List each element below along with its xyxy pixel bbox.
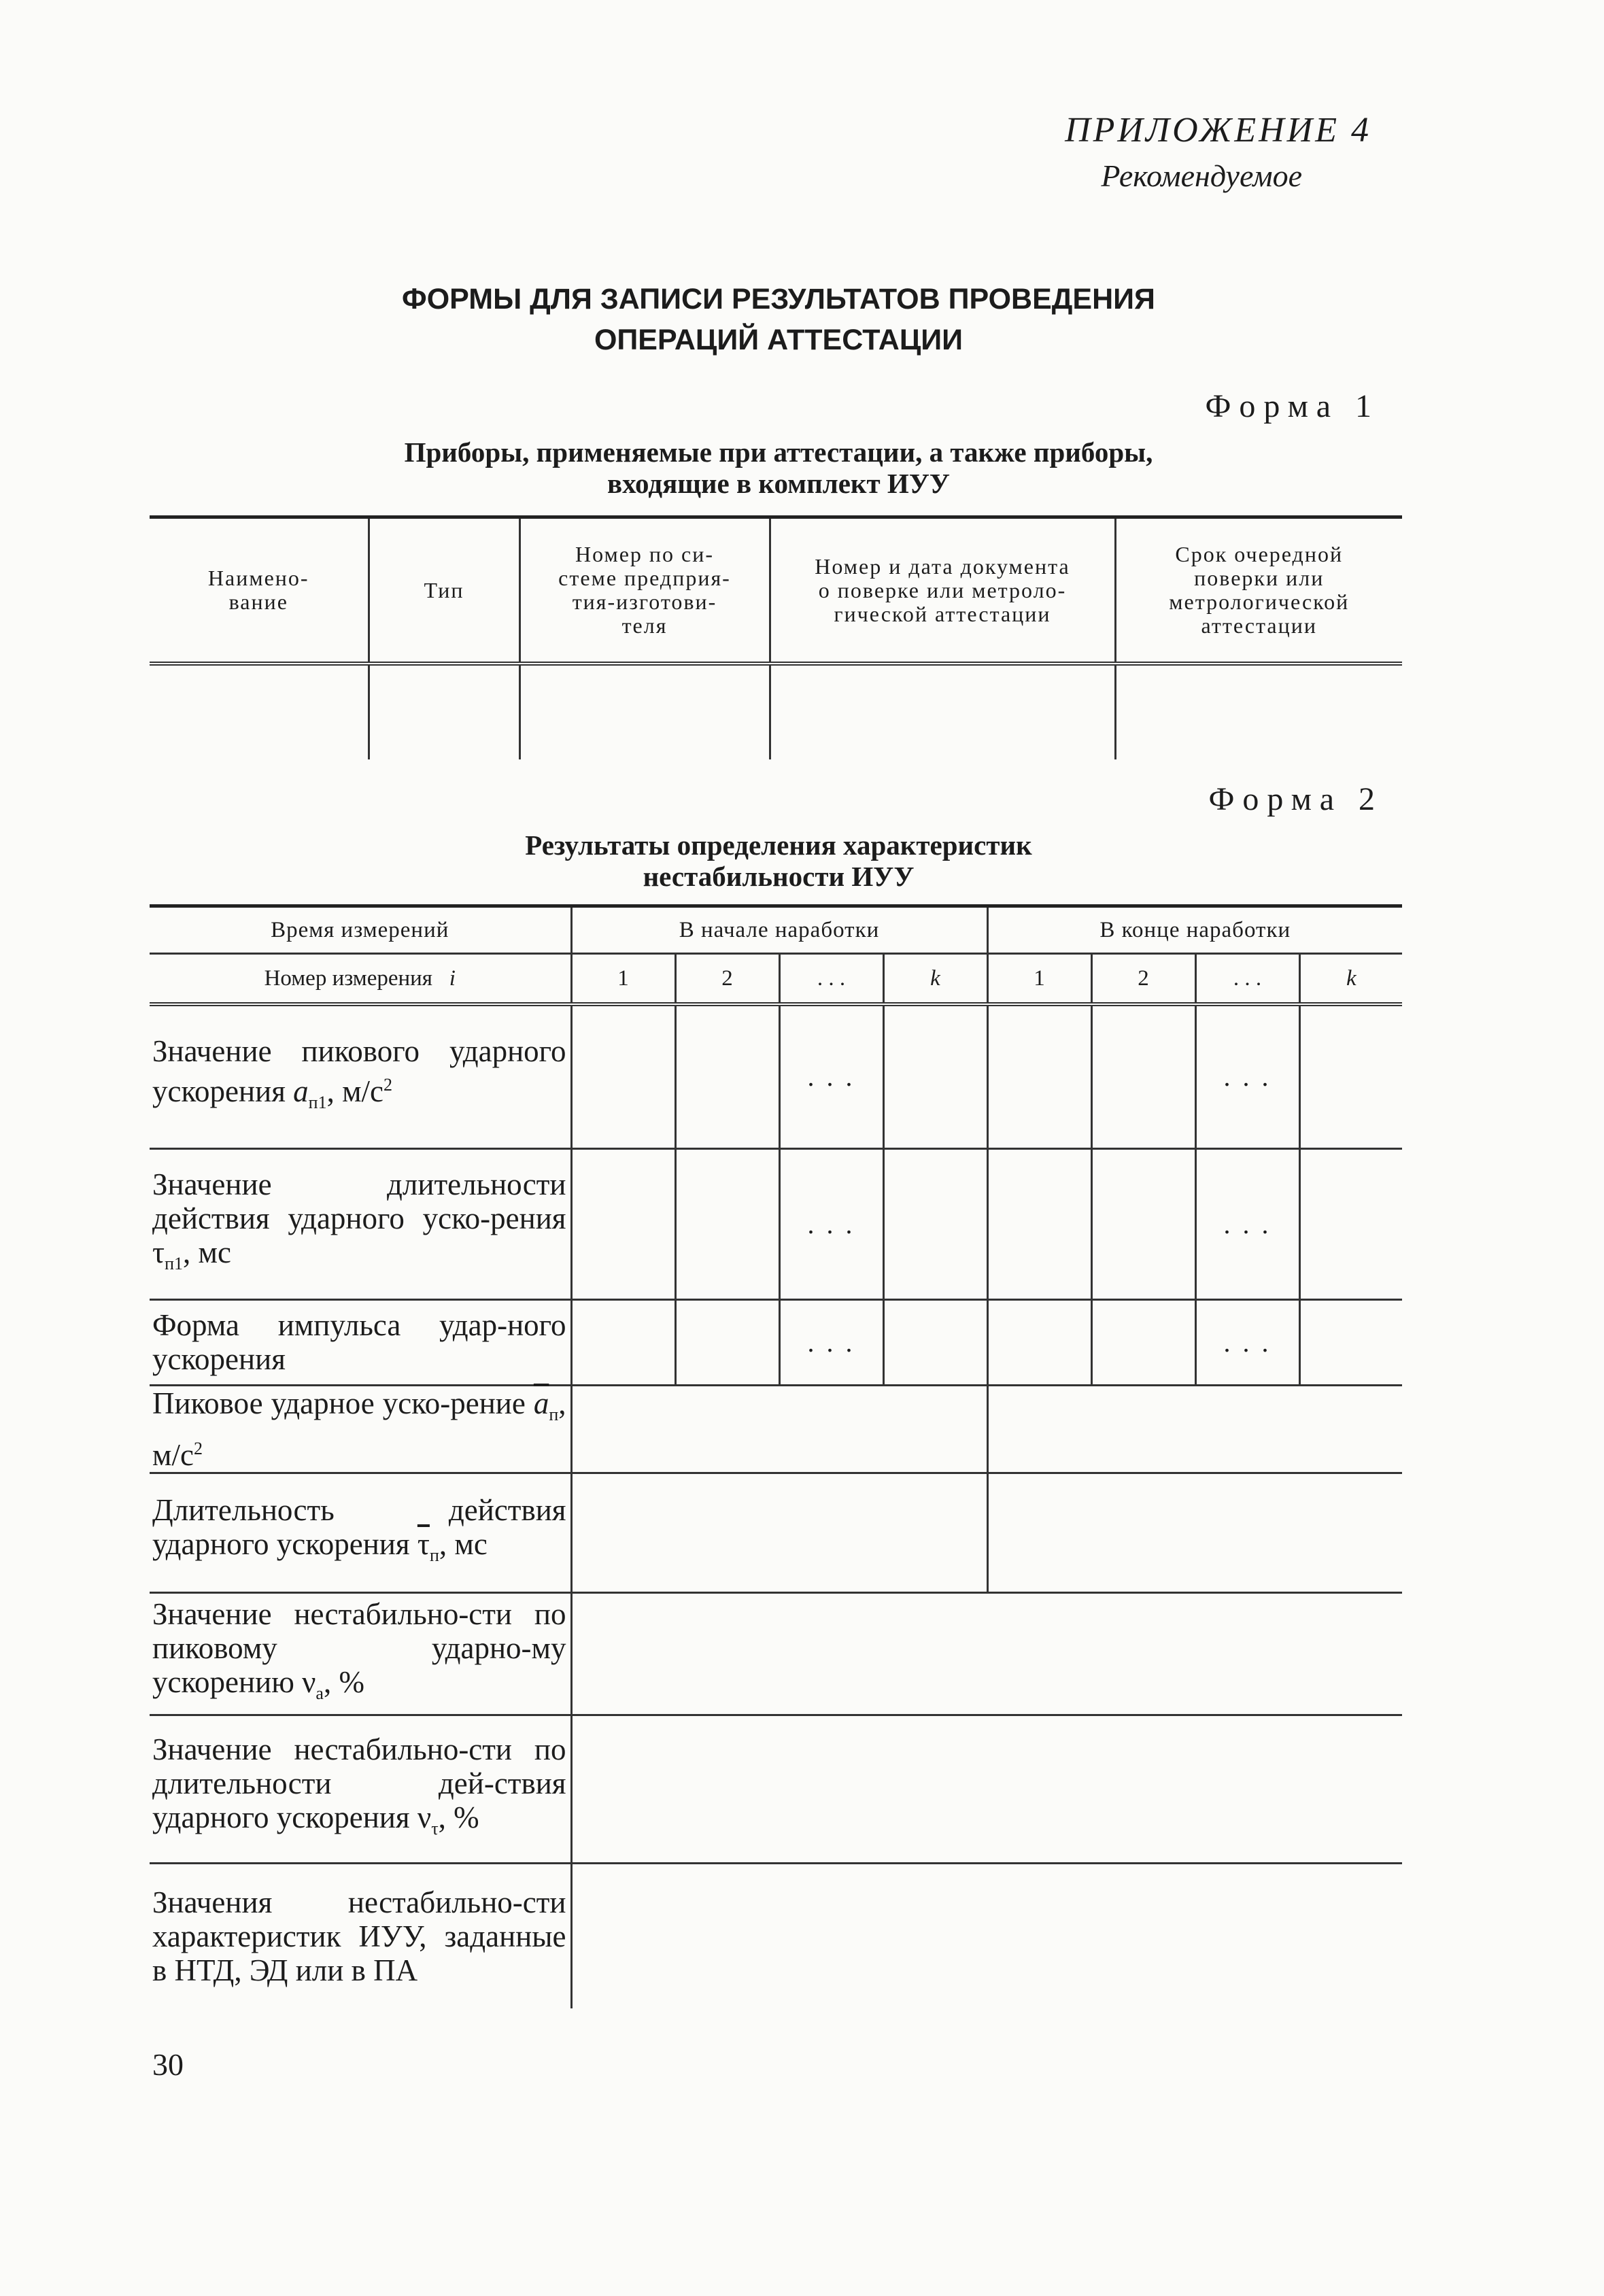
form1-header-due-date: Срок очередной поверки или метрологической аттестации bbox=[1115, 517, 1402, 664]
page-number: 30 bbox=[152, 2047, 184, 2082]
form1-cell[interactable] bbox=[1115, 664, 1402, 759]
form2-col-2: 2 bbox=[675, 954, 779, 1005]
row-label-mean-duration: Длительность действия ударного ускорения $\overline{\tau}_п$, мс bbox=[150, 1473, 571, 1592]
form2-cell[interactable] bbox=[571, 1148, 675, 1299]
form2-row-duration-value bbox=[150, 1148, 1402, 1299]
form2-cell[interactable] bbox=[1299, 1299, 1402, 1385]
form2-header-number: Номер измерения i bbox=[150, 954, 571, 1005]
appendix-subtitle: Рекомендуемое bbox=[1101, 158, 1302, 193]
form2-dots: . . . bbox=[779, 1004, 883, 1148]
form2-col-dots: . . . bbox=[1195, 954, 1299, 1005]
form2-cell-wide[interactable] bbox=[571, 1592, 1402, 1715]
document-title bbox=[0, 279, 1557, 360]
form2-header-end: В конце наработки bbox=[987, 906, 1402, 954]
row-label-instability-duration: Значение нестабильно-сти по длительности дей-ствия ударного ускорения $\nu_\tau$, % bbox=[150, 1715, 571, 1863]
form2-row-instability-specified bbox=[150, 1863, 1402, 2008]
appendix-title: ПРИЛОЖЕНИЕ 4 bbox=[1065, 111, 1371, 150]
form2-col-k: k bbox=[883, 954, 987, 1005]
form2-cell[interactable] bbox=[1091, 1148, 1195, 1299]
form2-caption-line1: Результаты определения характеристик bbox=[525, 829, 1032, 861]
form2-dots: . . . bbox=[779, 1299, 883, 1385]
form1-header-row bbox=[150, 517, 1402, 664]
form1-table bbox=[150, 515, 1402, 759]
form2-cell[interactable] bbox=[1091, 1299, 1195, 1385]
form1-header-number: Номер по си- стеме предприя- тия-изготови- теля bbox=[519, 517, 770, 664]
form2-header-time: Время измерений bbox=[150, 906, 571, 954]
form2-col-k: k bbox=[1299, 954, 1402, 1005]
row-label-instability-specified: Значения нестабильно-сти характеристик ИУУ, заданные в НТД, ЭД или в ПА bbox=[152, 1885, 566, 1987]
form2-col-1: 1 bbox=[987, 954, 1091, 1005]
form1-cell[interactable] bbox=[369, 664, 519, 759]
row-label-pulse-shape: Форма импульса удар-ного ускорения bbox=[150, 1299, 571, 1385]
form2-dots: . . . bbox=[1195, 1299, 1299, 1385]
form2-cell[interactable] bbox=[987, 1148, 1091, 1299]
row-label-duration-value: Значение длительности действия ударного уско-рения $\tau_{п1}$, мс bbox=[150, 1148, 571, 1299]
form2-cell[interactable] bbox=[883, 1148, 987, 1299]
form2-row-instability-duration bbox=[150, 1715, 1402, 1863]
form2-dots: . . . bbox=[1195, 1004, 1299, 1148]
form2-cell[interactable] bbox=[883, 1299, 987, 1385]
form1-caption bbox=[0, 436, 1557, 499]
form2-cell-end[interactable] bbox=[987, 1473, 1402, 1592]
form2-col-1: 1 bbox=[571, 954, 675, 1005]
form2-row-instability-peak bbox=[150, 1592, 1402, 1715]
form2-cell[interactable] bbox=[1299, 1004, 1402, 1148]
row-label-instability-peak: Значение нестабильно-сти по пиковому ударно-му ускорению $\nu_a$, % bbox=[150, 1592, 571, 1715]
form1-label: Форма 1 bbox=[1205, 388, 1380, 424]
form2-cell[interactable] bbox=[987, 1299, 1091, 1385]
form2-row-peak-value bbox=[150, 1004, 1402, 1148]
form2-cell-start[interactable] bbox=[571, 1385, 987, 1473]
form2-row-mean-peak bbox=[150, 1385, 1402, 1473]
form1-blank-row bbox=[150, 664, 1402, 759]
form2-cell[interactable] bbox=[987, 1004, 1091, 1148]
form1-header-name: Наимено- вание bbox=[150, 517, 369, 664]
form2-dots: . . . bbox=[779, 1148, 883, 1299]
form2-cell-wide[interactable] bbox=[571, 1863, 1402, 2008]
form2-caption bbox=[0, 829, 1557, 892]
form1-header-type: Тип bbox=[369, 517, 519, 664]
row-label-peak-value: Значение пикового ударного ускорения $a_{п1}$, $м/с^2$ bbox=[150, 1004, 571, 1148]
document-title-line2: ОПЕРАЦИЙ АТТЕСТАЦИИ bbox=[594, 324, 963, 356]
form2-col-dots: . . . bbox=[779, 954, 883, 1005]
form2-cell-wide[interactable] bbox=[571, 1715, 1402, 1863]
form2-cell[interactable] bbox=[883, 1004, 987, 1148]
form2-cell[interactable] bbox=[675, 1299, 779, 1385]
form2-cell-start[interactable] bbox=[571, 1473, 987, 1592]
form2-header-time-row bbox=[150, 906, 1402, 954]
form1-caption-line2: входящие в комплект ИУУ bbox=[607, 468, 951, 499]
form1-caption-line1: Приборы, применяемые при аттестации, а также приборы, bbox=[404, 436, 1153, 468]
form2-header-number-row bbox=[150, 954, 1402, 1005]
form2-cell[interactable] bbox=[1091, 1004, 1195, 1148]
form2-cell[interactable] bbox=[571, 1004, 675, 1148]
form1-header-document: Номер и дата документа о поверке или метроло- гической аттестации bbox=[770, 517, 1115, 664]
form2-cell[interactable] bbox=[675, 1004, 779, 1148]
form2-table bbox=[150, 904, 1402, 2008]
form1-cell[interactable] bbox=[770, 664, 1115, 759]
form1-cell[interactable] bbox=[519, 664, 770, 759]
form2-cell[interactable] bbox=[571, 1299, 675, 1385]
form2-dots: . . . bbox=[1195, 1148, 1299, 1299]
form2-row-mean-duration bbox=[150, 1473, 1402, 1592]
form2-caption-line2: нестабильности ИУУ bbox=[643, 861, 915, 892]
form2-cell[interactable] bbox=[675, 1148, 779, 1299]
form2-header-start: В начале наработки bbox=[571, 906, 987, 954]
form2-label: Форма 2 bbox=[1208, 781, 1383, 817]
form2-col-2: 2 bbox=[1091, 954, 1195, 1005]
document-title-line1: ФОРМЫ ДЛЯ ЗАПИСИ РЕЗУЛЬТАТОВ ПРОВЕДЕНИЯ bbox=[402, 283, 1155, 315]
form2-cell[interactable] bbox=[1299, 1148, 1402, 1299]
form1-cell[interactable] bbox=[150, 664, 369, 759]
form2-cell-end[interactable] bbox=[987, 1385, 1402, 1473]
row-label-mean-peak: Пиковое ударное уско-рение $\overline{a}_п$, $м/с^2$ bbox=[150, 1385, 571, 1473]
form2-row-pulse-shape bbox=[150, 1299, 1402, 1385]
